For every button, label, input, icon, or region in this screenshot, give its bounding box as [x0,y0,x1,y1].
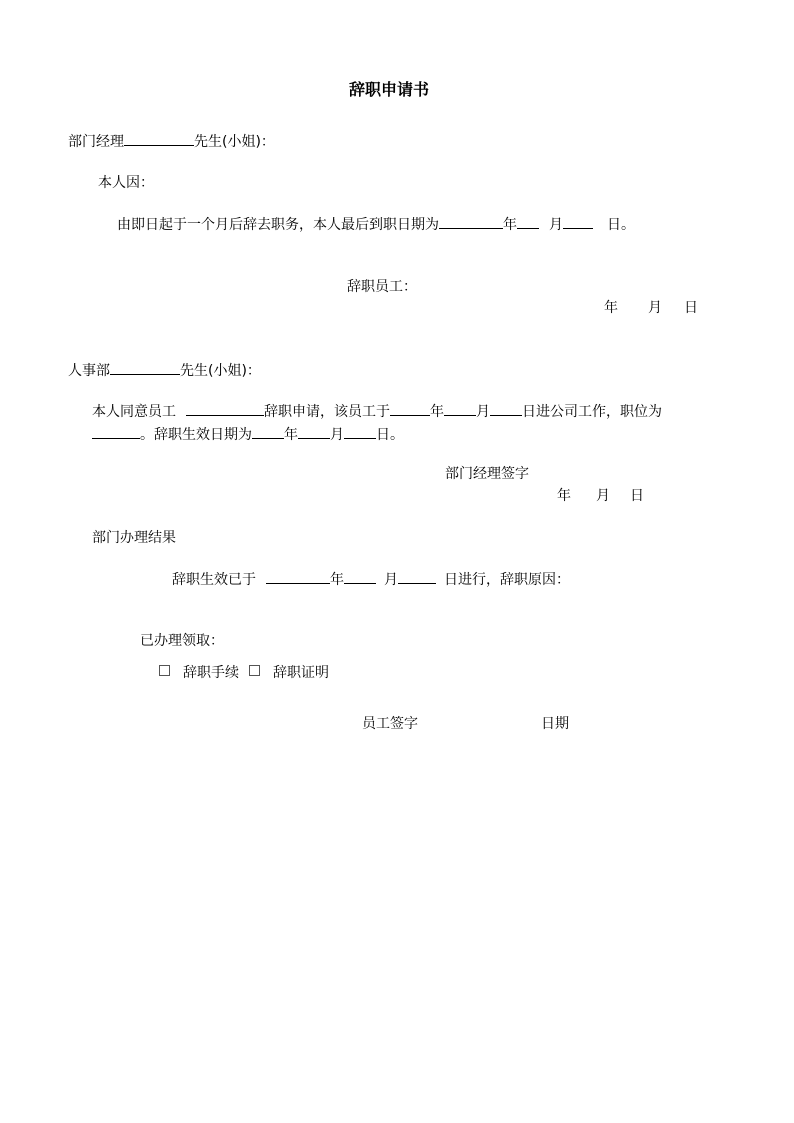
effective-date-text: 。辞职生效日期为 [140,427,252,443]
approval-line-1 [92,401,662,422]
employee-sign-year: 年 [604,300,618,316]
hr-salutation-prefix: 人事部 [68,363,110,379]
resignation-statement [117,214,635,235]
resignation-statement-text: 由即日起于一个月后辞去职务，本人最后到职日期为 [117,217,439,233]
effective-processing-prefix: 辞职生效已于 [172,572,256,588]
reason-label: 本人因： [98,175,154,191]
employee-sign-month: 月 [648,300,662,316]
manager-name-blank[interactable] [124,131,194,146]
approval-text-2: 辞职申请，该员工于 [264,404,390,420]
employee-sign-day: 日 [684,300,698,316]
manager-salutation-prefix: 部门经理 [68,134,124,150]
join-year-blank[interactable] [390,401,430,416]
processing-day-blank[interactable] [398,569,436,584]
effective-day-blank[interactable] [344,424,376,439]
join-year-label: 年 [430,404,444,420]
resignation-certificate-label: 辞职证明 [273,665,329,681]
effective-processing-line [172,569,570,590]
document-title: 辞职申请书 [349,80,430,99]
last-day-day-label: 日。 [607,217,635,233]
last-day-year-blank[interactable] [439,214,503,229]
manager-salutation [68,131,275,152]
last-day-month-label: 月 [549,217,563,233]
last-day-day-blank[interactable] [563,214,593,229]
join-month-blank[interactable] [444,401,476,416]
handled-checkboxes [159,663,329,683]
processing-month-label: 月 [384,572,398,588]
manager-salutation-suffix: 先生(小姐)： [194,134,275,150]
manager-signature-label: 部门经理签字 [445,466,529,482]
hr-salutation [68,360,261,381]
effective-year-blank[interactable] [252,424,284,439]
approval-text-1: 本人同意员工 [92,404,176,420]
manager-sign-day: 日 [630,488,644,504]
manager-sign-date [557,486,644,506]
processing-suffix: 日进行，辞职原因： [444,572,570,588]
employee-signature-label: 员工签字 [362,716,418,732]
join-day-blank[interactable] [490,401,522,416]
manager-sign-month: 月 [596,488,610,504]
resignation-procedure-label: 辞职手续 [183,665,239,681]
hr-name-blank[interactable] [110,360,180,375]
resigning-employee-label: 辞职员工： [347,279,417,295]
processing-month-blank[interactable] [344,569,376,584]
employee-sign-date [604,298,698,318]
effective-year-label: 年 [284,427,298,443]
resignation-procedure-checkbox[interactable] [159,665,170,676]
resignation-certificate-checkbox[interactable] [249,665,260,676]
date-label: 日期 [541,716,569,732]
effective-month-label: 月 [330,427,344,443]
approval-line-2 [92,424,404,445]
position-blank[interactable] [92,424,140,439]
approval-text-3: 日进公司工作，职位为 [522,404,662,420]
last-day-month-blank[interactable] [517,214,539,229]
handled-label: 已办理领取： [140,633,224,649]
manager-sign-year: 年 [557,488,571,504]
processing-year-label: 年 [330,572,344,588]
processing-year-blank[interactable] [266,569,330,584]
processing-result-heading: 部门办理结果 [92,530,176,546]
employee-name-blank[interactable] [186,401,264,416]
effective-day-label: 日。 [376,427,404,443]
effective-month-blank[interactable] [298,424,330,439]
join-month-label: 月 [476,404,490,420]
hr-salutation-suffix: 先生(小姐)： [180,363,261,379]
last-day-year-label: 年 [503,217,517,233]
